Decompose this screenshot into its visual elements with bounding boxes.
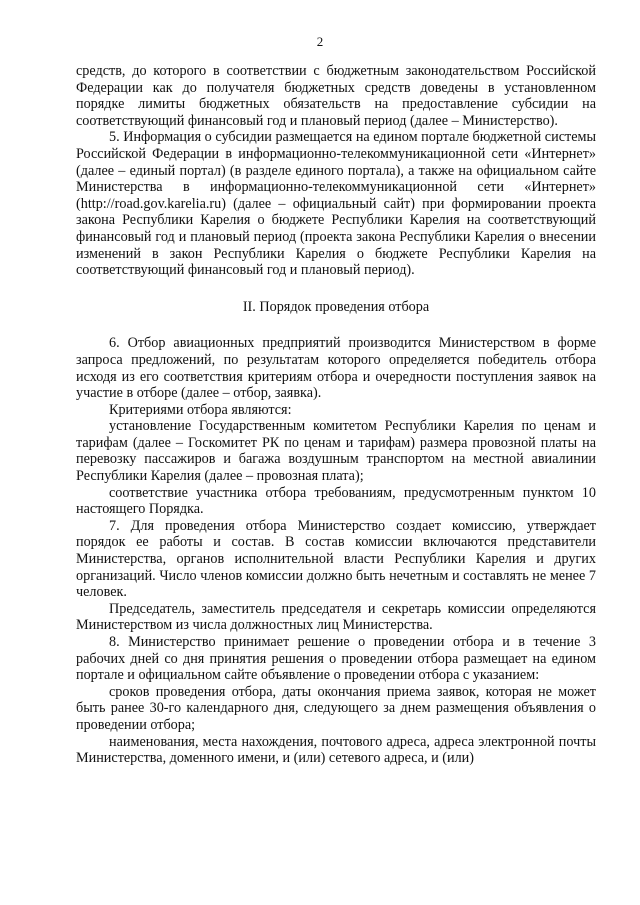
paragraph-7: 7. Для проведения отбора Министерство создает комиссию, утверждает порядок ее работы и состав. В состав комиссии включаются представители Министерства, органов исполнительной власти Республики Карелия и других организаций. Число членов комиссии должно быть нечетным и составлять не менее 7 человек. bbox=[76, 517, 596, 601]
paragraph-chairman: Председатель, заместитель председателя и секретарь комиссии определяются Министерством из числа должностных лиц Министерства. bbox=[76, 600, 596, 634]
paragraph-criteria-1: установление Государственным комитетом Республики Карелия по ценам и тарифам (далее – Госкомитет РК по ценам и тарифам) размера провозной платы на перевозку пассажиров и багажа воздушным транспортом на местной авиалинии Республики Карелия (далее – провозная плата); bbox=[76, 418, 596, 485]
paragraph-5: 5. Информация о субсидии размещается на едином портале бюджетной системы Российской Федерации в информационно-телекоммуникационной сети «Интернет» (далее – единый портал) (в разделе единого портала), а также на официальном сайте Министерства в информационно-телекоммуникационной сети «Интернет» (http://road.gov.karelia.ru) (далее – официальный сайт) при формировании проекта закона Республики Карелия о бюджете Республики Карелия на соответствующий финансовый год и плановый период (проекта закона Республики Карелия о внесении изменений в закон Республики Карелия о бюджете Республики Карелия на соответствующий финансовый год и плановый период). bbox=[76, 129, 596, 279]
paragraph-criteria-2: соответствие участника отбора требованиям, предусмотренным пунктом 10 настоящего Порядка. bbox=[76, 484, 596, 518]
paragraph-names: наименования, места нахождения, почтового адреса, адреса электронной почты Министерства, доменного имени, и (или) сетевого адреса, и (или) bbox=[76, 733, 596, 767]
section-title: II. Порядок проведения отбора bbox=[242, 298, 430, 315]
paragraph-8: 8. Министерство принимает решение о проведении отбора и в течение 3 рабочих дней со дня принятия решения о проведении отбора размещает на едином портале и официальном сайте объявление о проведении отбора с указанием: bbox=[76, 634, 596, 684]
page-number: 2 bbox=[316, 34, 324, 49]
paragraph-continuation: средств, до которого в соответствии с бюджетным законодательством Российской Федерации как до получателя бюджетных средств доведены в установленном порядке лимиты бюджетных обязательств на предоставление субсидии на соответствующий финансовый год и плановый период (далее – Министерство). bbox=[76, 63, 596, 129]
paragraph-terms: сроков проведения отбора, даты окончания приема заявок, которая не может быть ранее 30-го календарного дня, следующего за днем размещения объявления о проведении отбора; bbox=[76, 683, 596, 733]
document-body bbox=[76, 63, 596, 767]
paragraph-criteria-heading: Критериями отбора являются: bbox=[109, 401, 292, 418]
paragraph-6: 6. Отбор авиационных предприятий производится Министерством в форме запроса предложений, по результатам которого определяется победитель отбора исходя из его соответствия критериям отбора и очередности поступления заявок на участие в отборе (далее – отбор, заявка). bbox=[76, 335, 596, 402]
